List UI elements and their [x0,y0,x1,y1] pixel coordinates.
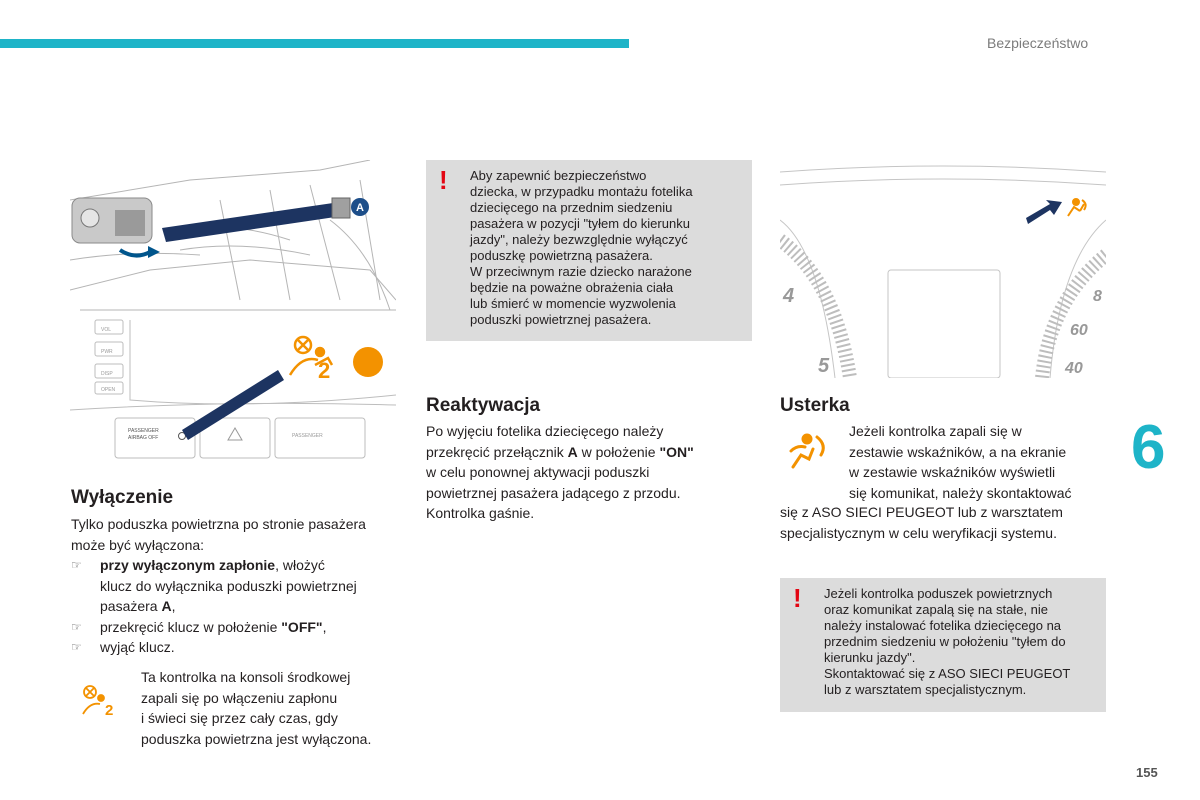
list-item [71,555,411,617]
usterka-title: Usterka [780,395,850,416]
hand-pointer-icon: ☞ [71,619,82,634]
gauge-number: 4 [783,285,795,307]
warning-bottom-line: kierunku jazdy". [824,650,916,665]
gauge-number: 5 [818,355,830,377]
page-number: 155 [1136,765,1158,780]
text-line: specjalistycznym w celu weryfikacji systemu. [780,524,1057,541]
airbag-number-label: 2 [318,358,331,383]
reaktywacja-body [426,421,746,524]
bold-text: "OFF" [281,618,323,635]
warning-box-top [426,160,752,341]
text-line: w celu ponownej aktywacji poduszki [426,464,650,480]
airbag-switch-figure [70,160,396,475]
hand-pointer-icon: ☞ [71,640,82,654]
orange-indicator-dot [353,347,383,377]
airbag-off-icon [80,684,120,718]
instruction-list [71,555,411,658]
bold-text: przy wyłączonym zapłonie [100,557,276,573]
text: , włożyć [275,557,325,573]
warning-top-line: poduszkę powietrzną pasażera. [470,248,653,263]
switch-label-line2: AIRBAG OFF [128,435,159,441]
gauge-number: 40 [1065,360,1083,377]
text-line: zestawie wskaźników, a na ekranie [849,443,1067,460]
text: klucz do wyłącznika poduszki powietrznej [100,577,357,594]
warning-bottom-text [824,586,1104,698]
exclamation-icon: ! [439,165,448,195]
warning-top-line: Aby zapewnić bezpieczeństwo [470,168,647,183]
exclamation-icon: ! [793,583,802,613]
list-item [71,617,411,638]
usterka-indented-text [849,421,1109,503]
right-switch-label: PASSENGER [292,433,323,439]
text: wyjąć klucz. [100,639,175,655]
text: w położenie [577,443,660,460]
gauge-number: 8 [1093,288,1102,305]
reaktywacja-title: Reaktywacja [426,395,541,416]
text-line: Kontrolka gaśnie. [426,505,535,521]
note-line: i świeci się przez cały czas, gdy [141,710,338,726]
warning-top-line: poduszki powietrznej pasażera. [470,312,652,327]
text-line: w zestawie wskaźników wyświetli [849,464,1056,480]
warning-top-line: lub śmierć w momencie wyzwolenia [470,296,676,311]
text: , [322,618,327,635]
text: , [171,598,176,614]
note-line: poduszka powietrzna jest wyłączona. [141,730,372,747]
bold-text: "ON" [659,443,694,460]
text-line: powietrznej pasażera jadącego z przodu. [426,484,681,501]
warning-top-line: dziecka, w przypadku montażu fotelika [470,184,693,199]
warning-top-line: pasażera w pozycji "tyłem do kierunku [470,216,690,231]
note-line: Ta kontrolka na konsoli środkowej [141,669,351,685]
wylaczenie-title: Wyłączenie [71,487,174,508]
vol-label: VOL [101,327,112,333]
note-line: zapali się po włączeniu zapłonu [141,689,338,706]
warning-top-line: będzie na poważne obrażenia ciała [470,280,674,295]
text-line: Po wyjęciu fotelika dziecięcego należy [426,423,664,439]
warning-bottom-line: należy instalować fotelika dziecięcego na [824,618,1062,633]
text-line: Jeżeli kontrolka zapali się w [849,423,1022,439]
warning-top-line: W przeciwnym razie dziecko narażone [470,264,692,279]
pwr-label: PWR [101,349,113,355]
airbag-warning-icon [787,431,831,471]
text-line [426,442,746,463]
header-accent-bar [0,39,629,48]
section-title: Bezpieczeństwo [987,35,1089,51]
gauge-number: 60 [1070,322,1088,339]
warning-bottom-line: lub z warsztatem specjalistycznym. [824,682,1027,697]
key-slot-detail [72,198,152,243]
usterka-full-text [780,502,1120,543]
text-line: się komunikat, należy skontaktować [849,484,1072,501]
chapter-number: 6 [1131,413,1166,482]
text: przekręcić przełącznik [426,443,568,460]
switch-label-line1: PASSENGER [128,428,159,434]
wylaczenie-body [71,514,411,658]
text: pasażera [100,598,162,614]
open-label: OPEN [101,387,116,393]
warning-top-text [470,168,750,328]
intro-line: Tylko poduszka powietrzna po stronie pasażera [71,516,366,532]
disp-label: DISP [101,371,113,377]
intro-line: może być wyłączona: [71,536,205,553]
warning-box-bottom [780,578,1106,712]
callout-a-label: A [356,202,364,214]
warning-bottom-line: Skontaktować się z ASO SIECI PEUGEOT [824,666,1071,681]
airbag-off-note [141,667,411,749]
text: przekręcić klucz w położenie [100,618,282,635]
warning-bottom-line: przednim siedzeniu w położeniu "tyłem do [824,634,1066,649]
list-item [71,637,411,658]
warning-top-line: dziecięcego na przednim siedzeniu [470,200,673,215]
text-line: się z ASO SIECI PEUGEOT lub z warsztatem [780,504,1063,520]
svg-text:2: 2 [105,702,114,718]
warning-bottom-line: oraz komunikat zapalą się na stałe, nie [824,602,1049,617]
warning-top-line: jazdy", należy bezwzględnie wyłączyć [470,232,688,247]
bold-text: A [161,598,172,614]
bold-text: A [567,443,578,460]
instrument-cluster-figure [780,160,1106,378]
warning-bottom-line: Jeżeli kontrolka poduszek powietrznych [824,586,1053,601]
hand-pointer-icon: ☞ [71,558,82,572]
